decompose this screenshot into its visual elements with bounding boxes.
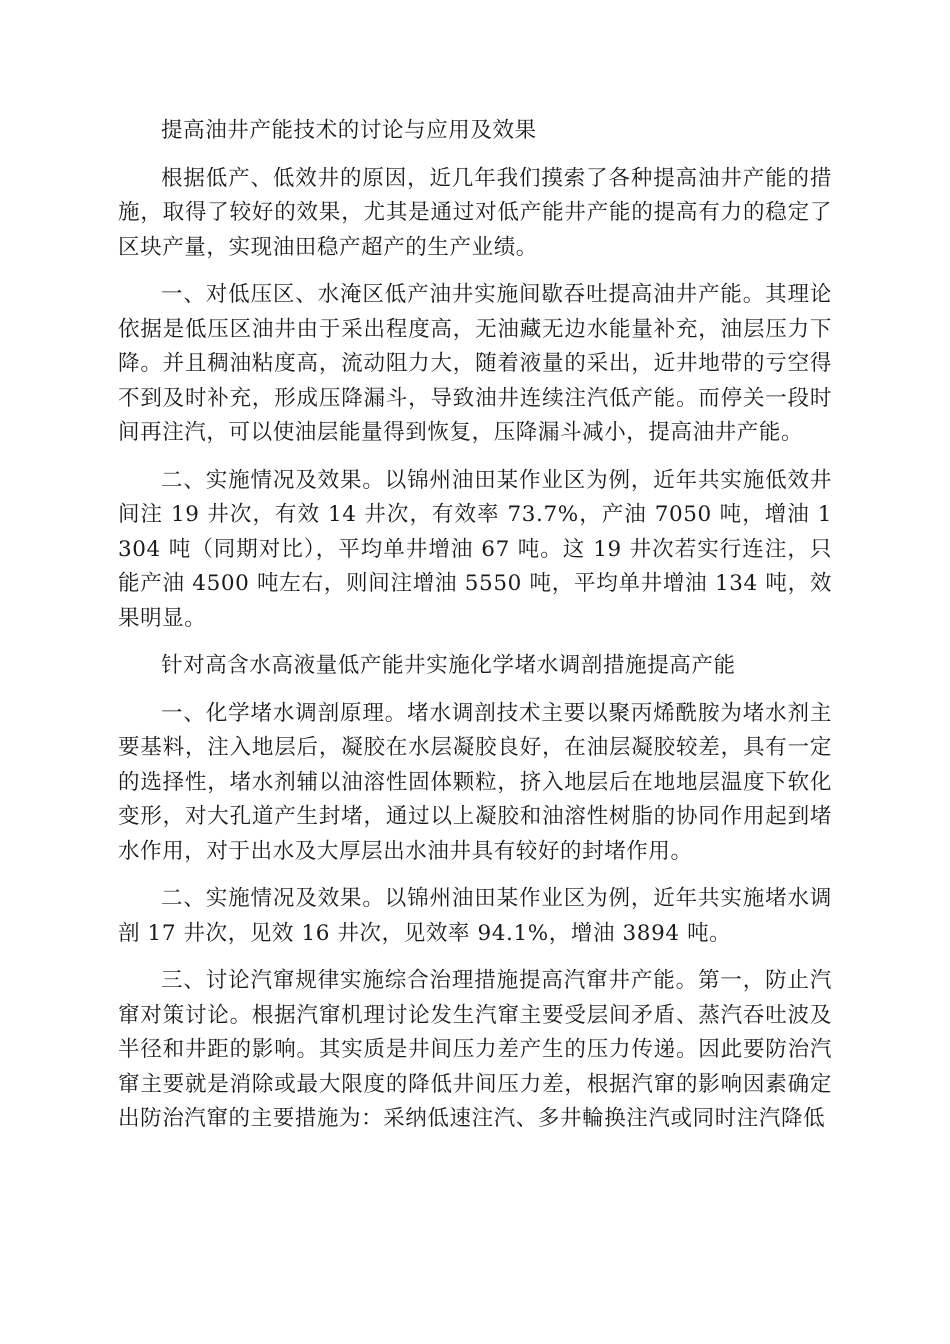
paragraph-implementation-results-1: 二、实施情况及效果。以锦州油田某作业区为例，近年共实施低效井间注 19 井次，有效 14 井次，有效率 73.7%，产油 7050 吨，增油 1304 吨（同期对比），平均单井增油 67 吨。这 19 井次若实行连注，只能产油 4500 吨左右，则间注增油 5550 吨，平均单井增油 134 吨，效果明显。 <box>118 467 832 631</box>
intro-paragraph: 根据低产、低效井的原因，近几年我们摸索了各种提高油井产能的措施，取得了较好的效果，尤其是通过对低产能井产能的提高有力的稳定了区块产量，实现油田稳产超产的生产业绩。 <box>118 165 832 260</box>
document-page <box>118 114 832 1137</box>
paragraph-implementation-results-2: 二、实施情况及效果。以锦州油田某作业区为例，近年共实施堵水调剖 17 井次，见效 16 井次，见效率 94.1%，增油 3894 吨。 <box>118 886 832 946</box>
paragraph-steam-channeling: 三、讨论汽窜规律实施综合治理措施提高汽窜井产能。第一，防止汽窜对策讨论。根据汽窜机理讨论发生汽窜主要受层间矛盾、蒸汽吞吐波及半径和井距的影响。其实质是井间压力差产生的压力传递。因此要防治汽窜主要就是消除或最大限度的降低井间压力差，根据汽窜的影响因素确定出防治汽窜的主要措施为：采纳低速注汽、多井輪换注汽或同时注汽降低 <box>118 968 832 1131</box>
paragraph-intermittent-huff-puff: 一、对低压区、水淹区低产油井实施间歇吞吐提高油井产能。其理论依据是低压区油井由于采出程度高，无油藏无边水能量补充，油层压力下降。并且稠油粘度高，流动阻力大，随着液量的采出，近井地带的亏空得不到及时补充，形成压降漏斗，导致油井连续注汽低产能。而停关一段时间再注汽，可以使油层能量得到恢复，压降漏斗减小，提高油井产能。 <box>118 282 832 445</box>
paragraph-water-shutoff-principle: 一、化学堵水调剖原理。堵水调剖技术主要以聚丙烯酰胺为堵水剂主要基料，注入地层后，凝胶在水层凝胶良好，在油层凝胶较差，具有一定的选择性，堵水剂辅以油溶性固体颗粒，挤入地层后在地地层温度下软化变形，对大孔道产生封堵，通过以上凝胶和油溶性树脂的协同作用起到堵水作用，对于出水及大厚层出水油井具有较好的封堵作用。 <box>118 700 832 864</box>
section-title-water-shutoff: 针对高含水高液量低产能井实施化学堵水调剖措施提高产能 <box>161 653 736 678</box>
section-title-oil-well-productivity: 提高油井产能技术的讨论与应用及效果 <box>161 118 537 143</box>
